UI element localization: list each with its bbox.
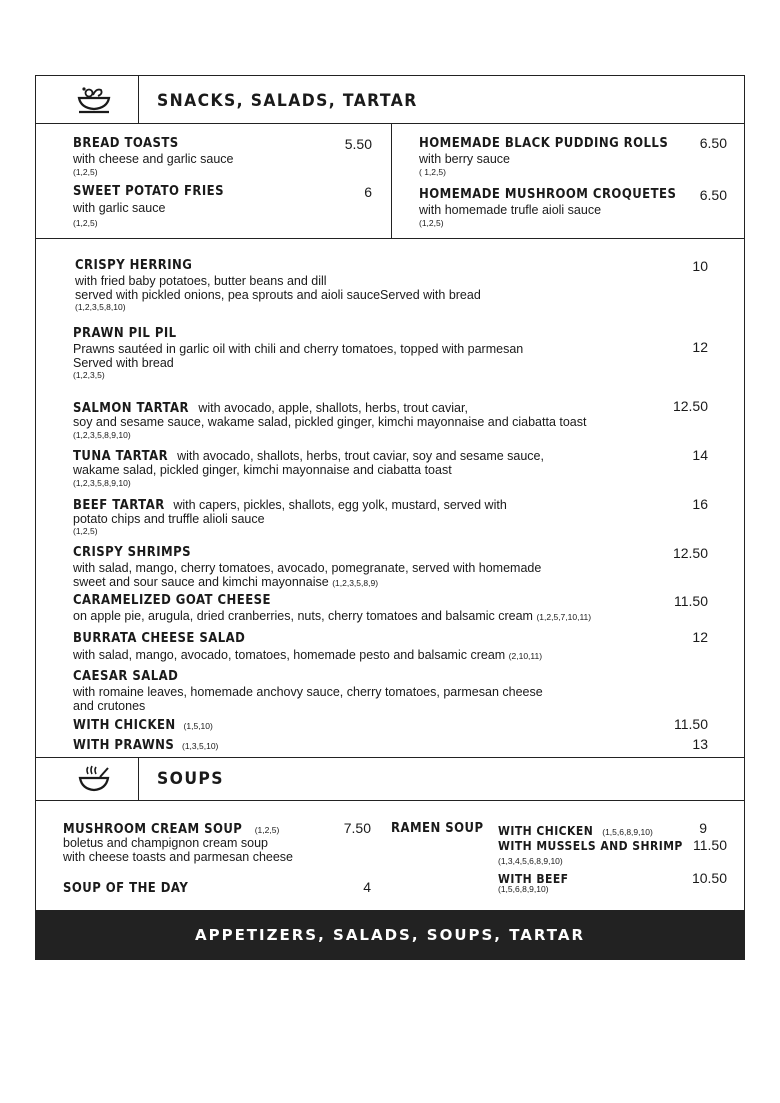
item-desc: with homemade trufle aioli sauce xyxy=(419,203,602,217)
item-name: CAESAR SALAD xyxy=(73,669,179,684)
section-title-soups: SOUPS xyxy=(157,769,224,789)
item-allergens: (1,2,3,5,8,9,10) xyxy=(73,430,131,440)
item-desc: Prawns sautéed in garlic oil with chili and cherry tomatoes, topped with parmesan xyxy=(73,342,524,356)
item-desc: on apple pie, arugula, dried cranberries, nuts, cherry tomatoes and balsamic cream xyxy=(73,609,533,623)
item-name: CRISPY SHRIMPS xyxy=(73,545,192,560)
item-allergens: (1,2,3,5,8,9) xyxy=(332,578,379,588)
section-title-snacks: SNACKS, SALADS, TARTAR xyxy=(157,91,418,111)
item-desc: served with pickled onions, pea sprouts and aioli sauceServed with bread xyxy=(75,288,481,302)
soup-bowl-icon xyxy=(78,764,110,794)
item-name: BEEF TARTAR xyxy=(73,498,165,513)
item-name: WITH CHICKEN xyxy=(498,824,594,838)
item-desc: with romaine leaves, homemade anchovy sauce, cherry tomatoes, parmesan cheese xyxy=(73,685,543,699)
item-desc: with garlic sauce xyxy=(73,201,166,215)
item-allergens: (1,2,5) xyxy=(419,218,444,228)
item-name: SOUP OF THE DAY xyxy=(63,881,189,896)
item-price: 7.50 xyxy=(343,820,371,836)
item-desc: and crutones xyxy=(73,699,146,713)
item-name: CARAMELIZED GOAT CHEESE xyxy=(73,593,271,608)
item-name: WITH PRAWNS xyxy=(73,738,175,753)
item-allergens: (1,2,3,5,8,9,10) xyxy=(73,478,131,488)
item-name: RAMEN SOUP xyxy=(391,821,484,836)
item-name: PRAWN PIL PIL xyxy=(73,326,177,341)
item-desc: with fried baby potatoes, butter beans and dill xyxy=(75,274,327,288)
item-name: SALMON TARTAR xyxy=(73,401,190,416)
item-price: 16 xyxy=(692,496,708,512)
item-price: 10 xyxy=(692,258,708,274)
item-allergens: (1,3,4,5,6,8,9,10) xyxy=(498,856,563,866)
item-price: 11.50 xyxy=(674,716,708,732)
item-desc: Served with bread xyxy=(73,356,174,370)
item-price: 11.50 xyxy=(693,837,727,853)
divider xyxy=(35,757,745,758)
item-desc: wakame salad, pickled ginger, kimchi mayonnaise and ciabatta toast xyxy=(73,463,452,477)
item-price: 13 xyxy=(692,736,708,752)
item-name: SWEET POTATO FRIES xyxy=(73,184,224,199)
item-desc: potato chips and truffle alioli sauce xyxy=(73,512,265,526)
item-desc: sweet and sour sauce and kimchi mayonnaise xyxy=(73,575,329,589)
item-desc: with berry sauce xyxy=(419,152,511,166)
item-price: 12 xyxy=(692,339,708,355)
item-desc: with avocado, shallots, herbs, trout caviar, soy and sesame sauce, xyxy=(177,449,544,463)
item-name: WITH MUSSELS AND SHRIMP xyxy=(498,839,683,853)
item-desc: with cheese toasts and parmesan cheese xyxy=(63,850,293,864)
item-allergens: (1,2,3,5,8,10) xyxy=(75,302,126,312)
item-desc-line xyxy=(73,609,591,624)
footer-title: APPETIZERS, SALADS, SOUPS, TARTAR xyxy=(194,926,586,944)
item-allergens: (1,5,10) xyxy=(183,721,213,731)
divider xyxy=(35,800,745,801)
divider xyxy=(138,75,139,123)
item-desc-line xyxy=(73,648,542,663)
item-name: MUSHROOM CREAM SOUP xyxy=(63,822,243,837)
item-price: 4 xyxy=(363,879,371,895)
item-desc: with salad, mango, cherry tomatoes, avocado, pomegranate, served with homemade xyxy=(73,561,542,575)
divider xyxy=(35,238,745,239)
item-line xyxy=(73,736,218,754)
item-allergens: (1,5,6,8,9,10) xyxy=(498,884,549,894)
item-price: 12.50 xyxy=(672,545,708,561)
item-allergens: (1,5,6,8,9,10) xyxy=(602,827,653,837)
item-desc: with avocado, apple, shallots, herbs, trout caviar, xyxy=(198,401,468,415)
item-name: TUNA TARTAR xyxy=(73,449,169,464)
item-allergens: (1,2,5) xyxy=(73,167,98,177)
item-name: BURRATA CHEESE SALAD xyxy=(73,631,246,646)
item-price: 10.50 xyxy=(691,870,727,886)
item-name: WITH CHICKEN xyxy=(73,718,176,733)
item-price: 6.50 xyxy=(699,187,727,203)
item-name: WITH BEEF xyxy=(498,872,569,886)
item-desc: with salad, mango, avocado, tomatoes, homemade pesto and balsamic cream xyxy=(73,648,506,662)
item-allergens: ( 1,2,5) xyxy=(419,167,446,177)
item-desc: with cheese and garlic sauce xyxy=(73,152,234,166)
item-allergens: (1,2,5) xyxy=(73,218,98,228)
footer-banner xyxy=(35,910,745,960)
item-allergens: (1,2,5) xyxy=(73,526,98,536)
item-price: 11.50 xyxy=(674,593,708,609)
item-price: 5.50 xyxy=(344,136,372,152)
item-name: BREAD TOASTS xyxy=(73,136,179,151)
item-name: HOMEMADE BLACK PUDDING ROLLS xyxy=(419,136,669,151)
item-price: 9 xyxy=(699,820,707,836)
item-desc-line xyxy=(73,575,378,590)
item-allergens: (1,3,5,10) xyxy=(182,741,219,751)
item-price: 6.50 xyxy=(699,135,727,151)
item-desc: with capers, pickles, shallots, egg yolk, mustard, served with xyxy=(173,498,507,512)
item-allergens: (1,2,3,5) xyxy=(73,370,105,380)
item-desc: boletus and champignon cream soup xyxy=(63,836,268,850)
item-allergens: (1,2,5) xyxy=(254,825,280,835)
item-line xyxy=(73,716,213,734)
divider xyxy=(35,123,745,124)
item-price: 14 xyxy=(692,447,708,463)
item-desc: soy and sesame sauce, wakame salad, pickled ginger, kimchi mayonnaise and ciabatta toast xyxy=(73,415,587,429)
item-name: CRISPY HERRING xyxy=(75,258,193,273)
item-allergens: (2,10,11) xyxy=(508,651,543,661)
salad-bowl-icon xyxy=(76,84,112,114)
item-line xyxy=(498,822,653,840)
item-price: 6 xyxy=(364,184,372,200)
divider xyxy=(138,757,139,800)
item-price: 12 xyxy=(692,629,708,645)
item-name: HOMEMADE MUSHROOM CROQUETES xyxy=(419,187,677,202)
divider xyxy=(391,123,392,238)
item-price: 12.50 xyxy=(672,398,708,414)
item-allergens: (1,2,5,7,10,11) xyxy=(536,612,592,622)
